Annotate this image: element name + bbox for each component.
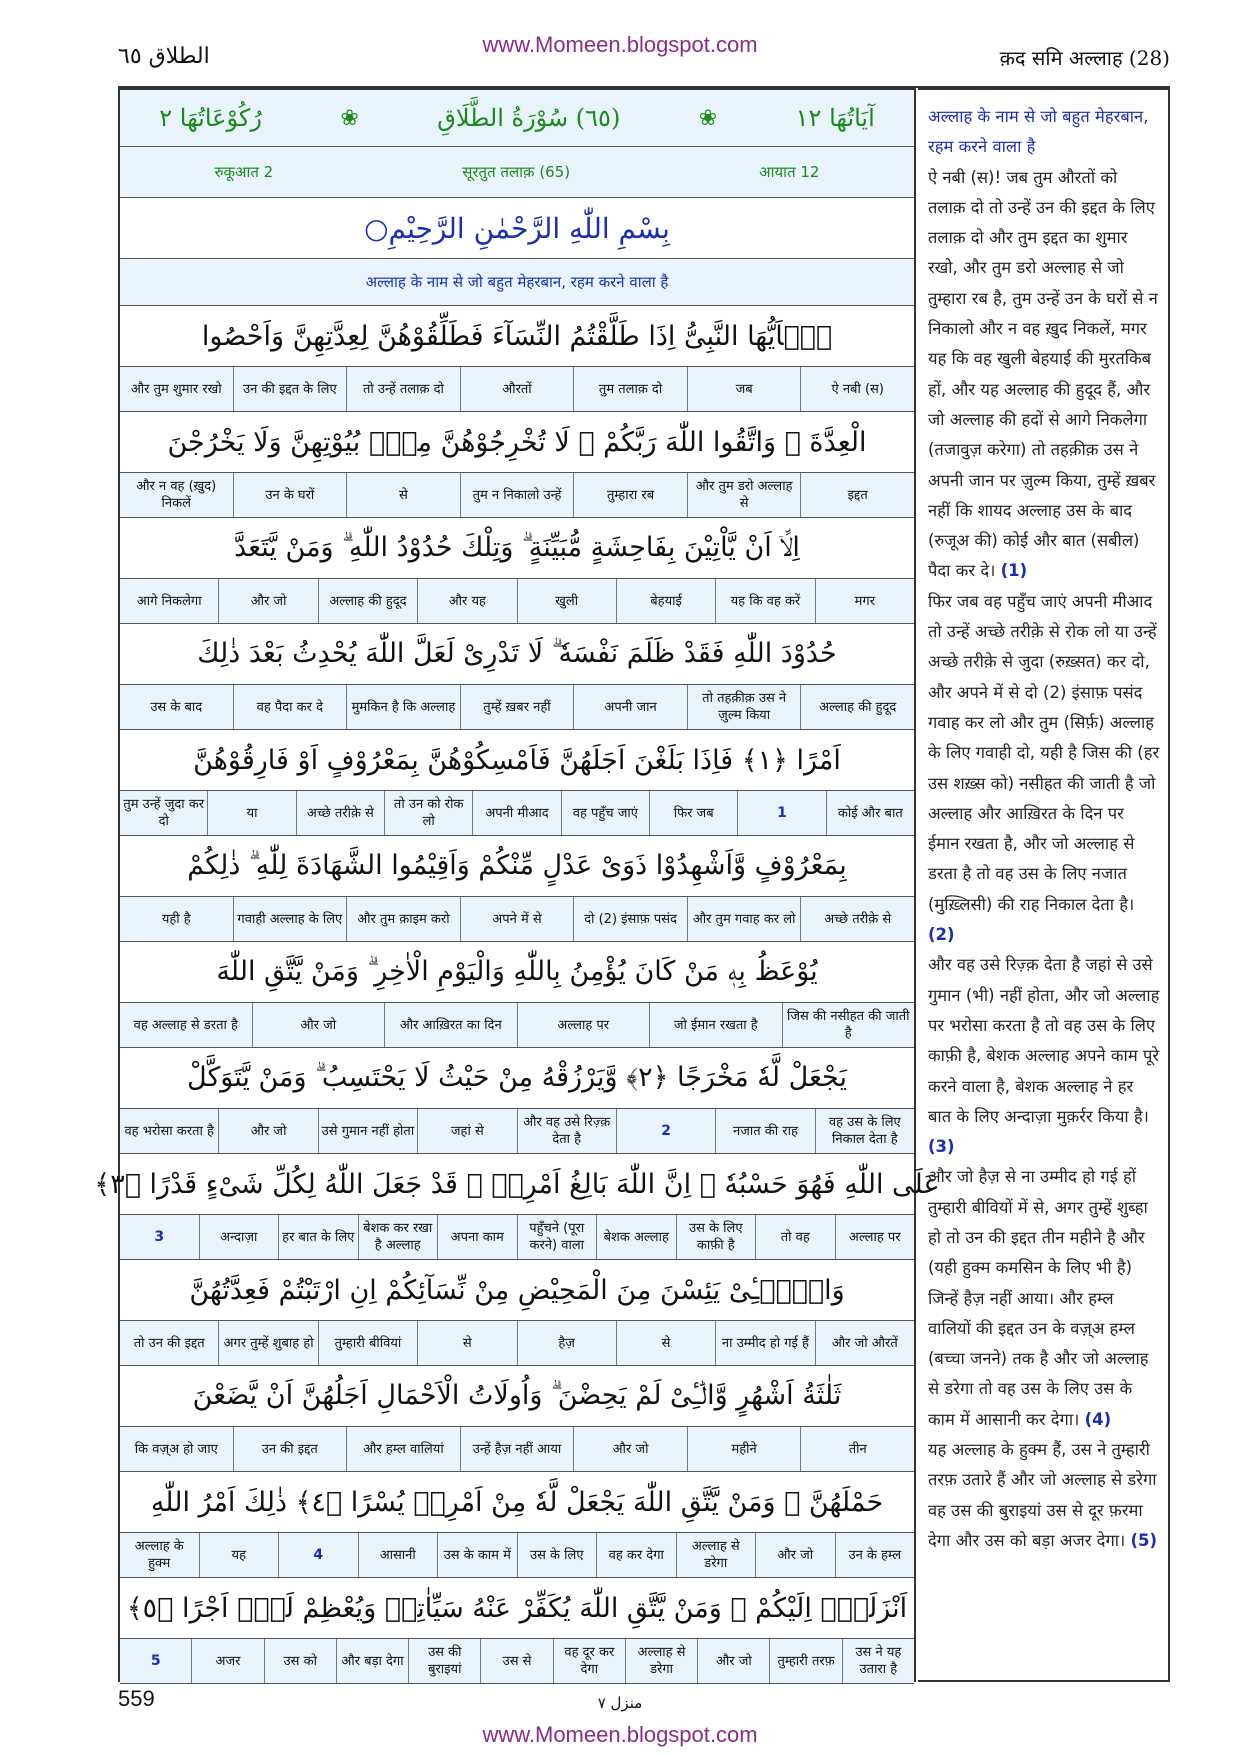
surah-header-arabic: الطلاق ٦٥ <box>118 44 210 69</box>
surah-subtitle-row <box>120 147 914 198</box>
ruku-count-arabic: رُكُوْعَاتُهَا ٢ <box>159 104 262 132</box>
word-meaning-cell: तुम उन्हें जुदा कर दो <box>123 797 205 829</box>
sidebar-intro: अल्लाह के नाम से जो बहुत मेहरबान, रहम करने वाला है <box>928 107 1149 157</box>
word-meaning-cell: अल्लाह के हुक्म <box>134 1539 184 1571</box>
flower-icon: ❀ <box>340 105 359 131</box>
word-meaning-cell: वह पैदा कर दे <box>233 685 347 729</box>
word-meaning-cell: उन के घरों <box>233 473 347 517</box>
word-meaning-cell: वह भरोसा करता है <box>124 1123 214 1139</box>
word-meaning-cell: उस के बाद <box>150 699 203 715</box>
arabic-verse-line: ثَلٰثَةُ اَشْهُرٍ وَّالّٰۤـِٔىْ لَمْ يَحِضْنَ ۗ وَاُولَاتُ الْاَحْمَالِ اَجَلُهُنَّ اَنْ يَّضَعْنَ <box>120 1366 914 1427</box>
word-meaning-cell: तो उन्हें तलाक़ दो <box>346 367 460 411</box>
word-meaning-cell: तुम्हारी तरफ़ <box>769 1639 841 1683</box>
word-meaning-cell: गवाही अल्लाह के लिए <box>233 897 347 941</box>
arabic-verse-line: حَمْلَهُنَّ ۗ وَمَنْ يَّتَّقِ اللّٰهَ يَجْعَلْ لَّهٗ مِنْ اَمْرِهٖ يُسْرًا ﴿٤﴾ ذٰلِكَ اَمْرُ اللّٰهِ <box>120 1472 914 1533</box>
top-url[interactable]: www.Momeen.blogspot.com <box>482 32 758 57</box>
word-meaning-cell: जिस की नसीहत की जाती है <box>782 1003 915 1047</box>
word-meaning-cell: और जो <box>697 1639 769 1683</box>
word-meaning-cell: और बड़ा देगा <box>336 1639 408 1683</box>
word-meaning-cell: तो वह <box>755 1215 835 1259</box>
word-meaning-cell: नजात की राह <box>715 1109 814 1153</box>
arabic-verse-line: اَمْرًا ﴿١﴾ فَاِذَا بَلَغْنَ اَجَلَهُنَّ فَاَمْسِكُوْهُنَّ بِمَعْرُوْفٍ اَوْ فَارِقُوْهُنَّ <box>120 730 914 791</box>
sidebar-verse-3: और वह उसे रिज़्क़ देता है जहां से उसे गुमान (भी) नहीं होता, और जो अल्लाह पर भरोसा करता है तो वह उस के लिए काफ़ी है, बेशक अल्लाह अपने काम पूरे करने वाला है, बेशक अल्लाह ने हर बात के लिए अन्दाज़ा मुक़र्रर किया है। <box>928 955 1160 1126</box>
word-meaning-cell: उस के लिए काफ़ी है <box>676 1215 756 1259</box>
word-meaning-cell: इद्दत <box>800 473 914 517</box>
word-meaning-cell: अल्लाह पर <box>517 1003 650 1047</box>
word-meaning-cell: उस के लिए <box>517 1533 597 1577</box>
ruku-count-hindi: रुकूआत 2 <box>214 163 274 181</box>
word-meaning-cell: बेशक अल्लाह <box>596 1215 676 1259</box>
word-meaning-cell: से <box>417 1321 516 1365</box>
word-meaning-cell: कोई और बात <box>826 791 914 835</box>
word-meaning-cell: बेहयाई <box>616 579 715 623</box>
word-meaning-cell: उन्हें हैज़ नहीं आया <box>460 1427 574 1471</box>
sidebar-verse-4: और जो हैज़ से ना उम्मीद हो गई हों तुम्हारी बीवियों में से, अगर तुम्हें शुब्हा हो तो उन की इद्दत तीन महीने है और (यही हुक्म कमसिन के लिए भी है) जिन्हें हैज़ नहीं आया। और हम्ल वालियों की इद्दत उन के वज़्अ हम्ल (बच्चा जनने) तक है और जो अल्लाह से डरेगा तो वह उस के लिए उस के काम में आसानी कर देगा। <box>928 1167 1149 1429</box>
bismillah-arabic: بِسْمِ اللّٰهِ الرَّحْمٰنِ الرَّحِيْمِ○ <box>120 198 914 259</box>
word-meaning-cell: यह <box>199 1533 279 1577</box>
word-meaning-cell: जहां से <box>417 1109 516 1153</box>
word-translation-row <box>120 1003 914 1048</box>
word-meaning-cell: महीने <box>687 1427 801 1471</box>
word-translation-row <box>120 685 914 730</box>
verse-number-cell: 2 <box>616 1109 715 1153</box>
word-meaning-cell: तो तहक़ीक़ उस ने ज़ुल्म किया <box>687 685 801 729</box>
word-translation-row <box>120 579 914 624</box>
verse-number-cell: 1 <box>737 791 825 835</box>
sidebar-verse-2: फिर जब वह पहुँच जाएं अपनी मीआद तो उन्हें अच्छे तरीक़े से रोक लो या उन्हें अच्छे तरीक़े से जुदा (रुख़्सत) कर दो, और अपने में से दो (2) इंसाफ़ पसंद गवाह कर लो और तुम (सिर्फ़) अल्लाह के लिए गवाही दो, यही है जिस की (हर उस शख़्स को) नसीहत की जाती है जो अल्लाह और आख़िरत के दिन पर ईमान रखता है, और जो अल्लाह से डरता है तो वह उस के लिए नजात (मुख़्लिसी) की राह निकाल देता है। <box>928 591 1160 914</box>
word-meaning-cell: अल्लाह पर <box>835 1215 915 1259</box>
word-meaning-cell: आसानी <box>358 1533 438 1577</box>
arabic-verse-line: اَنْزَلَهٗۤ اِلَيْكُمْ ۗ وَمَنْ يَّتَّقِ اللّٰهَ يُكَفِّرْ عَنْهُ سَيِّاٰتِهٖ وَيُعْظِمْ لَهٗۤ اَجْرًا ﴿٥﴾ <box>120 1578 914 1639</box>
word-meaning-cell: उस को <box>264 1639 336 1683</box>
word-meaning-cell: अल्लाह की हुदूद <box>318 579 417 623</box>
word-translation-row <box>120 367 914 412</box>
word-meaning-cell: और जो <box>252 1003 385 1047</box>
word-meaning-cell: तुम्हारी बीवियां <box>318 1321 417 1365</box>
sidebar-verse-1: ऐ नबी (स)! जब तुम औरतों को तलाक़ दो तो उन्हें उन की इद्दत के लिए तलाक़ दो और तुम इद्दत का शुमार रखो, और तुम डरो अल्लाह से जो तुम्हारा रब है, तुम उन्हें उन के घरों से न निकालो और न वह ख़ुद निकलें, मगर यह कि वह खुली बेहयाई की मुरतकिब हों, और यह अल्लाह की हुदूद हैं, और जो अल्लाह की हदों से आगे निकलेगा (तजावुज़ करेगा) तो तहक़ीक़ उस ने अपनी जान पर ज़ुल्म किया, तुम्हें ख़बर नहीं कि शायद अल्लाह उस के बाद (रुजूअ की) कोई और बात (सबील) पैदा कर दे। <box>928 167 1158 581</box>
manzil-label: منزل ٧ <box>597 1694 643 1712</box>
word-meaning-cell: और वह उसे रिज़्क़ देता है <box>517 1109 616 1153</box>
bismillah-hindi: अल्लाह के नाम से जो बहुत मेहरबान, रहम करने वाला है <box>120 259 914 306</box>
word-translation-row <box>120 791 914 836</box>
word-meaning-cell: अल्लाह से डरेगा <box>625 1639 697 1683</box>
ayat-count-arabic: آيَاتُهَا ١٢ <box>795 104 875 132</box>
word-meaning-cell: तुम न निकालो उन्हें <box>460 473 574 517</box>
word-meaning-cell: तो उन की इद्दत <box>133 1335 205 1351</box>
bottom-url[interactable]: www.Momeen.blogspot.com <box>482 1722 758 1747</box>
word-meaning-cell: वह पहुँच जाएं <box>561 791 649 835</box>
word-meaning-cell: वह कर देगा <box>596 1533 676 1577</box>
arabic-verse-line: عَلَى اللّٰهِ فَهُوَ حَسْبُهٗ ۗ اِنَّ اللّٰهَ بَالِغُ اَمْرِهٖ ۗ قَدْ جَعَلَ اللّٰهُ لِكُلِّ شَىْءٍ قَدْرًا ﴿٣﴾ <box>120 1154 914 1215</box>
word-meaning-cell: अपने में से <box>460 897 574 941</box>
word-translation-row <box>120 897 914 942</box>
sidebar-translation <box>918 88 1170 1682</box>
word-meaning-cell: और जो औरतें <box>815 1321 914 1365</box>
word-meaning-cell: पहुँचने (पूरा करने) वाला <box>517 1215 597 1259</box>
word-meaning-cell: अपनी मीआद <box>472 791 560 835</box>
word-meaning-cell: और जो <box>218 579 317 623</box>
arabic-verse-line: حُدُوْدَ اللّٰهِ فَقَدْ ظَلَمَ نَفْسَهٗ ۗ لَا تَدْرِىْ لَعَلَّ اللّٰهَ يُحْدِثُ بَعْدَ ذٰلِكَ <box>120 624 914 685</box>
arabic-verse-line: الْعِدَّةَ ۚ وَاتَّقُوا اللّٰهَ رَبَّكُمْ ۚ لَا تُخْرِجُوْهُنَّ مِنْۢ بُيُوْتِهِنَّ وَلَا يَخْرُجْنَ <box>120 412 914 473</box>
word-translation-row <box>120 473 914 518</box>
word-meaning-cell: उन की इद्दत के लिए <box>233 367 347 411</box>
word-meaning-cell: अच्छे तरीक़े से <box>296 791 384 835</box>
verse-number-cell: 5 <box>150 1652 161 1669</box>
word-meaning-cell: उस ने यह उतारा है <box>842 1639 914 1683</box>
word-translation-row <box>120 1639 914 1684</box>
word-meaning-cell: मुमकिन है कि अल्लाह <box>346 685 460 729</box>
word-meaning-cell: ना उम्मीद हो गई हैं <box>715 1321 814 1365</box>
word-meaning-cell: खुली <box>517 579 616 623</box>
sidebar-verse-number: (4) <box>1084 1409 1112 1429</box>
page-number: 559 <box>118 1686 155 1711</box>
word-meaning-cell: अजर <box>191 1639 263 1683</box>
word-meaning-cell: और जो <box>755 1533 835 1577</box>
word-meaning-cell: आगे निकलेगा <box>136 593 202 609</box>
word-meaning-cell: हैज़ <box>517 1321 616 1365</box>
verse-rows <box>94 306 940 1684</box>
arabic-verse-line: بِمَعْرُوْفٍ وَّاَشْهِدُوْا ذَوَىْ عَدْلٍ مِّنْكُمْ وَاَقِيْمُوا الشَّهَادَةَ لِلّٰهِ ۗ ذٰلِكُمْ <box>120 836 914 897</box>
word-meaning-cell: दो (2) इंसाफ़ पसंद <box>573 897 687 941</box>
word-translation-row <box>120 1321 914 1366</box>
surah-name-arabic: (٦٥) سُوْرَةُ الطَّلَاقِ <box>437 104 621 132</box>
word-meaning-cell: वह दूर कर देगा <box>553 1639 625 1683</box>
arabic-verse-line: يَجْعَلْ لَّهٗ مَخْرَجًا ﴿٢﴾ وَّيَرْزُقْهُ مِنْ حَيْثُ لَا يَحْتَسِبُ ۗ وَمَنْ يَّتَوَكَّلْ <box>120 1048 914 1109</box>
word-meaning-cell: उस से <box>480 1639 552 1683</box>
word-meaning-cell: कि वज़्अ हो जाए <box>134 1441 218 1457</box>
surah-title-row <box>120 90 914 147</box>
verse-number-cell: 3 <box>154 1228 165 1245</box>
word-meaning-cell: ऐ नबी (स) <box>800 367 914 411</box>
word-meaning-cell: उस के काम में <box>437 1533 517 1577</box>
word-meaning-cell: और न वह (ख़ुद) निकलें <box>136 479 217 511</box>
sidebar-verse-number: (2) <box>928 925 955 945</box>
word-meaning-cell: तीन <box>800 1427 914 1471</box>
word-translation-row <box>120 1109 914 1154</box>
word-translation-row <box>120 1427 914 1472</box>
word-meaning-cell: तुम तलाक़ दो <box>573 367 687 411</box>
word-meaning-cell: उस की बुराइयां <box>408 1639 480 1683</box>
word-meaning-cell: और तुम गवाह कर लो <box>687 897 801 941</box>
word-meaning-cell: और जो <box>218 1109 317 1153</box>
word-meaning-cell: से <box>616 1321 715 1365</box>
arabic-verse-line: اِلَّاۤ اَنْ يَّاْتِيْنَ بِفَاحِشَةٍ مُّبَيِّنَةٍ ۗ وَتِلْكَ حُدُوْدُ اللّٰهِ ۗ وَمَنْ يَّتَعَدَّ <box>120 518 914 579</box>
word-meaning-cell: और तुम शुमार रखो <box>130 381 222 397</box>
word-meaning-cell: अल्लाह की हुदूद <box>800 685 914 729</box>
word-meaning-cell: और तुम डरो अल्लाह से <box>687 473 801 517</box>
surah-name-hindi: (65) सूरतुत तलाक़ <box>462 163 571 181</box>
word-meaning-cell: अगर तुम्हें शुबाह हो <box>218 1321 317 1365</box>
sidebar-verse-number: (3) <box>928 1137 955 1157</box>
word-meaning-cell: औरतों <box>460 367 574 411</box>
sidebar-verse-number: (5) <box>1130 1530 1158 1550</box>
word-meaning-cell: अच्छे तरीक़े से <box>800 897 914 941</box>
word-meaning-cell: और तुम क़ाइम करो <box>346 897 460 941</box>
sidebar-verse-5: यह अल्लाह के हुक्म हैं, उस ने तुम्हारी तरफ़ उतारे हैं और जो अल्लाह से डरेगा वह उस की बुराइयां उस से दूर फ़रमा देगा और उस को बड़ा अजर देगा। <box>928 1440 1157 1550</box>
word-meaning-cell: और हम्ल वालियां <box>346 1427 460 1471</box>
word-meaning-cell: जब <box>687 367 801 411</box>
word-translation-row <box>120 1533 914 1578</box>
word-meaning-cell: उन के हम्ल <box>835 1533 915 1577</box>
word-meaning-cell: हर बात के लिए <box>278 1215 358 1259</box>
word-meaning-cell: तो उन को रोक लो <box>384 791 472 835</box>
word-meaning-cell: अपनी जान <box>573 685 687 729</box>
word-meaning-cell: जो ईमान रखता है <box>649 1003 782 1047</box>
arabic-verse-line: يٰۤاَيُّهَا النَّبِىُّ اِذَا طَلَّقْتُمُ النِّسَآءَ فَطَلِّقُوْهُنَّ لِعِدَّتِهِنَّ وَاَحْصُوا <box>120 306 914 367</box>
translation-table <box>94 88 940 1682</box>
word-translation-row <box>120 1215 914 1260</box>
word-meaning-cell: यही है <box>161 911 191 927</box>
ayat-count-hindi: आयात 12 <box>759 163 820 181</box>
flower-icon: ❀ <box>698 105 718 131</box>
word-meaning-cell: तुम्हें ख़बर नहीं <box>460 685 574 729</box>
word-meaning-cell: और यह <box>417 579 516 623</box>
arabic-verse-line: وَالّٰۤـِٔىْ يَئِسْنَ مِنَ الْمَحِيْضِ مِنْ نِّسَآئِكُمْ اِنِ ارْتَبْتُمْ فَعِدَّتُهُنَّ <box>120 1260 914 1321</box>
word-meaning-cell: अल्लाह से डरेगा <box>676 1533 756 1577</box>
word-meaning-cell: यह कि वह करें <box>715 579 814 623</box>
word-meaning-cell: फिर जब <box>649 791 737 835</box>
word-meaning-cell: से <box>346 473 460 517</box>
word-meaning-cell: तुम्हारा रब <box>573 473 687 517</box>
word-meaning-cell: अन्दाज़ा <box>199 1215 279 1259</box>
word-meaning-cell: उन की इद्दत <box>233 1427 347 1471</box>
verse-number-cell: 4 <box>278 1533 358 1577</box>
word-meaning-cell: मगर <box>815 579 914 623</box>
juz-header: क़द समि अल्लाह (28) <box>999 46 1170 70</box>
word-meaning-cell: और जो <box>573 1427 687 1471</box>
word-meaning-cell: या <box>207 791 295 835</box>
sidebar-verse-number: (1) <box>1000 561 1028 581</box>
word-meaning-cell: और आख़िरत का दिन <box>384 1003 517 1047</box>
arabic-verse-line: يُوْعَظُ بِهٖ مَنْ كَانَ يُؤْمِنُ بِاللّٰهِ وَالْيَوْمِ الْاٰخِرِ ۗ وَمَنْ يَّتَّقِ اللّٰهَ <box>120 942 914 1003</box>
word-meaning-cell: अपना काम <box>437 1215 517 1259</box>
word-meaning-cell: बेशक कर रखा है अल्लाह <box>358 1215 438 1259</box>
word-meaning-cell: वह अल्लाह से डरता है <box>133 1017 238 1033</box>
word-meaning-cell: उसे गुमान नहीं होता <box>318 1109 417 1153</box>
word-meaning-cell: वह उस के लिए निकाल देता है <box>815 1109 914 1153</box>
